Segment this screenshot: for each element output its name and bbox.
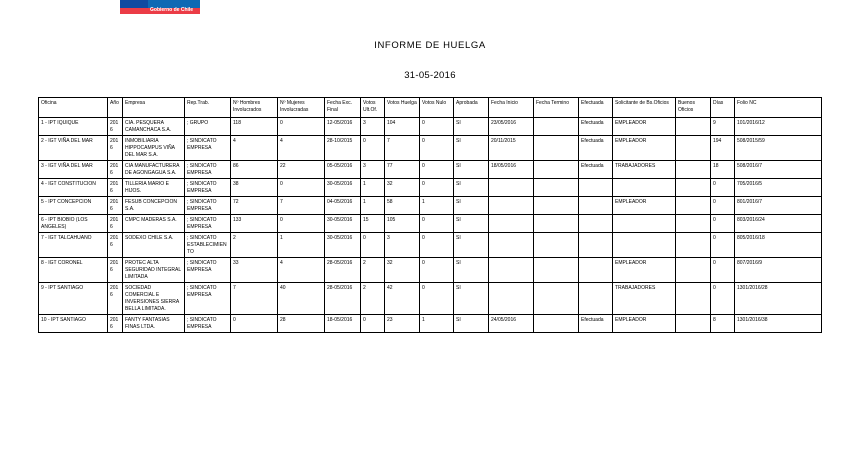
table-cell: 2016 bbox=[108, 233, 123, 258]
table-cell: 2016 bbox=[108, 215, 123, 233]
table-cell bbox=[579, 233, 613, 258]
table-cell: 118 bbox=[231, 118, 278, 136]
table-cell: Efectuada bbox=[579, 315, 613, 333]
table-cell: 803/2016/24 bbox=[735, 215, 822, 233]
table-cell: 104 bbox=[385, 118, 420, 136]
table-cell: 8 bbox=[711, 315, 735, 333]
table-row bbox=[39, 258, 822, 283]
table-cell: ; SINDICATO EMPRESA bbox=[185, 258, 231, 283]
strike-report-table bbox=[38, 97, 822, 333]
table-cell: 12-05/2016 bbox=[325, 118, 361, 136]
table-cell: 0 bbox=[420, 179, 454, 197]
table-cell: 194 bbox=[711, 136, 735, 161]
table-cell: 28-05/2016 bbox=[325, 258, 361, 283]
table-cell bbox=[676, 197, 711, 215]
table-cell: ; SINDICATO EMPRESA bbox=[185, 161, 231, 179]
table-cell bbox=[676, 283, 711, 315]
table-cell: 77 bbox=[385, 161, 420, 179]
table-cell: 28-10/2015 bbox=[325, 136, 361, 161]
table-cell: 6 - IPT BIOBIO (LOS ANGELES) bbox=[39, 215, 108, 233]
table-cell: TRABAJADORES bbox=[613, 283, 676, 315]
table-row bbox=[39, 161, 822, 179]
table-cell: 30-05/2016 bbox=[325, 233, 361, 258]
table-cell: 508/2016/7 bbox=[735, 161, 822, 179]
table-cell bbox=[534, 233, 579, 258]
table-cell: 101/2016/12 bbox=[735, 118, 822, 136]
column-header: Folio NC bbox=[735, 98, 822, 118]
table-cell: 42 bbox=[385, 283, 420, 315]
table-cell: 32 bbox=[385, 179, 420, 197]
column-header: Fecha Exc. Final bbox=[325, 98, 361, 118]
table-cell: ; SINDICATO EMPRESA bbox=[185, 197, 231, 215]
table-cell: 3 bbox=[361, 161, 385, 179]
table-cell: 23/05/2016 bbox=[489, 118, 534, 136]
table-cell bbox=[613, 233, 676, 258]
table-row bbox=[39, 283, 822, 315]
table-cell bbox=[534, 136, 579, 161]
table-cell: 1301/2016/28 bbox=[735, 283, 822, 315]
table-row bbox=[39, 233, 822, 258]
table-cell: 2016 bbox=[108, 179, 123, 197]
table-cell: 0 bbox=[420, 161, 454, 179]
table-cell: SI bbox=[454, 118, 489, 136]
table-cell bbox=[489, 233, 534, 258]
table-cell: 7 bbox=[278, 197, 325, 215]
table-cell: 508/2015/59 bbox=[735, 136, 822, 161]
table-cell: Efectuada bbox=[579, 161, 613, 179]
table-cell bbox=[676, 215, 711, 233]
table-cell: 0 bbox=[711, 179, 735, 197]
table-cell: 807/2016/9 bbox=[735, 258, 822, 283]
table-cell: 8 - IGT CORONEL bbox=[39, 258, 108, 283]
table-cell: ; SINDICATO EMPRESA bbox=[185, 215, 231, 233]
table-cell: 2016 bbox=[108, 197, 123, 215]
table-cell bbox=[613, 179, 676, 197]
table-cell bbox=[534, 179, 579, 197]
table-cell: 30-05/2016 bbox=[325, 179, 361, 197]
table-cell: 1 bbox=[361, 197, 385, 215]
column-header: Efectuada bbox=[579, 98, 613, 118]
column-header: Votos Ult.Of. bbox=[361, 98, 385, 118]
table-cell: 1 bbox=[278, 233, 325, 258]
table-cell: SI bbox=[454, 315, 489, 333]
table-cell bbox=[579, 258, 613, 283]
table-cell: 2 bbox=[361, 283, 385, 315]
column-header: Votos Huelga bbox=[385, 98, 420, 118]
table-cell: 22 bbox=[278, 161, 325, 179]
table-cell: 1 bbox=[420, 197, 454, 215]
table-cell: 0 bbox=[711, 258, 735, 283]
column-header: Nº Hombres Involucrados bbox=[231, 98, 278, 118]
table-cell: SI bbox=[454, 233, 489, 258]
table-cell: SI bbox=[454, 197, 489, 215]
table-cell bbox=[676, 179, 711, 197]
table-row bbox=[39, 315, 822, 333]
table-cell bbox=[534, 215, 579, 233]
table-cell: EMPLEADOR bbox=[613, 118, 676, 136]
table-cell: SI bbox=[454, 215, 489, 233]
table-cell: Efectuada bbox=[579, 136, 613, 161]
table-cell: 0 bbox=[711, 283, 735, 315]
table-cell: 2016 bbox=[108, 161, 123, 179]
table-cell: 0 bbox=[420, 136, 454, 161]
table-cell: 30-05/2016 bbox=[325, 215, 361, 233]
table-header bbox=[39, 98, 822, 118]
table-cell: EMPLEADOR bbox=[613, 315, 676, 333]
table-cell bbox=[676, 118, 711, 136]
table-cell: 0 bbox=[231, 315, 278, 333]
table-row bbox=[39, 179, 822, 197]
column-header: Fecha Inicio bbox=[489, 98, 534, 118]
table-cell: 705/2016/5 bbox=[735, 179, 822, 197]
table-cell: 0 bbox=[420, 215, 454, 233]
table-cell: 0 bbox=[361, 233, 385, 258]
table-cell: 86 bbox=[231, 161, 278, 179]
table-cell: ; GRUPO bbox=[185, 118, 231, 136]
logo-flag-band bbox=[120, 0, 200, 14]
table-cell: 72 bbox=[231, 197, 278, 215]
table-cell bbox=[489, 283, 534, 315]
table-cell: 1 - IPT IQUIQUE bbox=[39, 118, 108, 136]
table-cell: EMPLEADOR bbox=[613, 197, 676, 215]
report-title: INFORME DE HUELGA bbox=[374, 40, 486, 51]
table-cell: 33 bbox=[231, 258, 278, 283]
table-cell: 18-05/2016 bbox=[325, 315, 361, 333]
table-cell: 2 - IGT VIÑA DEL MAR bbox=[39, 136, 108, 161]
table-cell: 4 bbox=[278, 258, 325, 283]
table-cell: 2 bbox=[361, 258, 385, 283]
table-cell: 3 bbox=[385, 233, 420, 258]
table-cell: 2016 bbox=[108, 283, 123, 315]
table-cell: CMPC MADERAS S.A. bbox=[123, 215, 185, 233]
table-row bbox=[39, 118, 822, 136]
table-cell: 7 bbox=[385, 136, 420, 161]
report-date: 31-05-2016 bbox=[404, 70, 456, 81]
table-cell: 24/05/2016 bbox=[489, 315, 534, 333]
government-logo bbox=[120, 0, 200, 18]
table-row bbox=[39, 197, 822, 215]
column-header: Buenos Oficios bbox=[676, 98, 711, 118]
table-cell: 0 bbox=[361, 315, 385, 333]
table-cell: 2016 bbox=[108, 136, 123, 161]
table-cell: 28 bbox=[278, 315, 325, 333]
table-cell: SI bbox=[454, 179, 489, 197]
table-cell: 0 bbox=[711, 197, 735, 215]
logo-blue-block bbox=[120, 0, 148, 8]
table-cell: 0 bbox=[420, 283, 454, 315]
table-cell: 9 bbox=[711, 118, 735, 136]
table-cell: 0 bbox=[278, 179, 325, 197]
table-cell: 32 bbox=[385, 258, 420, 283]
table-row bbox=[39, 136, 822, 161]
table-cell: 05-05/2016 bbox=[325, 161, 361, 179]
table-cell bbox=[534, 283, 579, 315]
table-cell: 3 bbox=[361, 118, 385, 136]
table-cell: 18 bbox=[711, 161, 735, 179]
table-cell: 23 bbox=[385, 315, 420, 333]
column-header: Solicitante de Bs.Oficios bbox=[613, 98, 676, 118]
column-header: Rep.Trab. bbox=[185, 98, 231, 118]
table-cell bbox=[534, 258, 579, 283]
table-cell bbox=[579, 283, 613, 315]
column-header: Fecha Termino bbox=[534, 98, 579, 118]
table-cell bbox=[534, 118, 579, 136]
table-cell: EMPLEADOR bbox=[613, 136, 676, 161]
table-cell: SI bbox=[454, 258, 489, 283]
table-cell: 15 bbox=[361, 215, 385, 233]
table-cell: EMPLEADOR bbox=[613, 258, 676, 283]
table-cell: SI bbox=[454, 283, 489, 315]
table-cell bbox=[613, 215, 676, 233]
table-cell: 0 bbox=[420, 233, 454, 258]
table-cell: 20/11/2015 bbox=[489, 136, 534, 161]
table-cell bbox=[676, 161, 711, 179]
table-cell: 7 - IGT TALCAHUANO bbox=[39, 233, 108, 258]
table-cell: 0 bbox=[278, 118, 325, 136]
table-cell: 0 bbox=[711, 215, 735, 233]
table-cell: 2016 bbox=[108, 118, 123, 136]
table-cell: FESUB CONCEPCION S.A. bbox=[123, 197, 185, 215]
table-cell: 0 bbox=[420, 258, 454, 283]
table-cell: 9 - IPT SANTIAGO bbox=[39, 283, 108, 315]
table-cell: SI bbox=[454, 161, 489, 179]
table-cell: 801/2016/7 bbox=[735, 197, 822, 215]
table-cell: 2 bbox=[231, 233, 278, 258]
table-cell: CIA MANUFACTURERA DE AGONGAGUA S.A. bbox=[123, 161, 185, 179]
table-cell: 805/2016/18 bbox=[735, 233, 822, 258]
table-cell: TILLERIA MARIO E HIJOS. bbox=[123, 179, 185, 197]
table-body bbox=[39, 118, 822, 333]
table-cell: ; SINDICATO EMPRESA bbox=[185, 179, 231, 197]
table-cell bbox=[579, 179, 613, 197]
table-cell: ; SINDICATO EMPRESA bbox=[185, 315, 231, 333]
table-cell bbox=[489, 258, 534, 283]
table-cell: Efectuada bbox=[579, 118, 613, 136]
table-cell: 0 bbox=[420, 118, 454, 136]
table-cell: CIA. PESQUERA CAMANCHACA S.A. bbox=[123, 118, 185, 136]
table-cell: INMOBILIARIA HIPPOCAMPUS VIÑA DEL MAR S.A. bbox=[123, 136, 185, 161]
table-cell bbox=[676, 315, 711, 333]
table-row bbox=[39, 215, 822, 233]
table-cell: 58 bbox=[385, 197, 420, 215]
column-header: Votos Nulo bbox=[420, 98, 454, 118]
table-cell: ; SINDICATO ESTABLECIMIENTO bbox=[185, 233, 231, 258]
table-cell bbox=[489, 197, 534, 215]
table-cell bbox=[534, 161, 579, 179]
table-cell: 4 bbox=[278, 136, 325, 161]
table-cell bbox=[534, 315, 579, 333]
table-cell: 2016 bbox=[108, 315, 123, 333]
table-cell: ; SINDICATO EMPRESA bbox=[185, 136, 231, 161]
table-cell bbox=[489, 179, 534, 197]
table-cell bbox=[534, 197, 579, 215]
column-header: Oficina bbox=[39, 98, 108, 118]
table-cell: 04-05/2016 bbox=[325, 197, 361, 215]
table-cell: 0 bbox=[711, 233, 735, 258]
table-cell: 105 bbox=[385, 215, 420, 233]
table-cell bbox=[676, 233, 711, 258]
table-cell: 4 - IGT CONSTITUCION bbox=[39, 179, 108, 197]
table-cell: 133 bbox=[231, 215, 278, 233]
table-cell: 0 bbox=[361, 136, 385, 161]
table-cell: 1 bbox=[361, 179, 385, 197]
column-header: Nº Mujeres Involucradas bbox=[278, 98, 325, 118]
table-cell: 18/05/2016 bbox=[489, 161, 534, 179]
table-cell: TRABAJADORES bbox=[613, 161, 676, 179]
table-cell: 1301/2016/38 bbox=[735, 315, 822, 333]
table-cell: 0 bbox=[278, 215, 325, 233]
table-cell: 4 bbox=[231, 136, 278, 161]
header-row bbox=[39, 98, 822, 118]
table-cell bbox=[676, 136, 711, 161]
table-cell: 2016 bbox=[108, 258, 123, 283]
column-header: Empresa bbox=[123, 98, 185, 118]
table-cell: ; SINDICATO EMPRESA bbox=[185, 283, 231, 315]
table-cell: 1 bbox=[420, 315, 454, 333]
table-cell: SODEXO CHILE S.A. bbox=[123, 233, 185, 258]
table-cell: PROTEC ALTA SEGURIDAD INTEGRAL LIMITADA bbox=[123, 258, 185, 283]
column-header: Aprobada bbox=[454, 98, 489, 118]
table-cell: 10 - IPT SANTIAGO bbox=[39, 315, 108, 333]
table-cell: 3 - IGT VIÑA DEL MAR bbox=[39, 161, 108, 179]
table-cell bbox=[579, 215, 613, 233]
table-cell: 5 - IPT CONCEPCION bbox=[39, 197, 108, 215]
table-cell: SI bbox=[454, 136, 489, 161]
logo-text: Gobierno de Chile bbox=[150, 7, 194, 13]
table-cell: SOCIEDAD COMERCIAL E INVERSIONES SIERRA BELLA LIMITADA. bbox=[123, 283, 185, 315]
column-header: Año bbox=[108, 98, 123, 118]
column-header: Días bbox=[711, 98, 735, 118]
table-cell bbox=[579, 197, 613, 215]
table-cell: FANTY FANTASIAS FINAS LTDA. bbox=[123, 315, 185, 333]
table-cell bbox=[676, 258, 711, 283]
table-cell bbox=[489, 215, 534, 233]
table-cell: 40 bbox=[278, 283, 325, 315]
table-cell: 38 bbox=[231, 179, 278, 197]
table-cell: 7 bbox=[231, 283, 278, 315]
table-cell: 28-05/2016 bbox=[325, 283, 361, 315]
